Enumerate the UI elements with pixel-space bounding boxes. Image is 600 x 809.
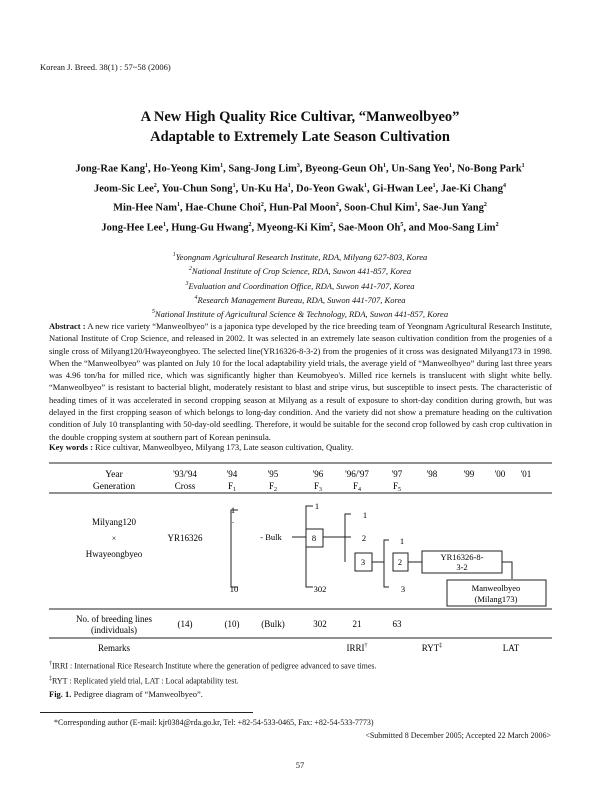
title-line-1: A New High Quality Rice Cultivar, “Manweolbyeo” bbox=[140, 109, 460, 125]
figure-caption-text: Pedigree diagram of “Manweolbyeo”. bbox=[73, 689, 203, 699]
author-line: Jong-Rae Kang$^1$, Ho-Yeong Kim$^1$, Sang-Jong Lim$^3$, Byeong-Geun Oh$^1$, Un-Sang Yeo$^1$, No-Bong Park$^1$ bbox=[75, 163, 525, 175]
footnote-text: IRRI : International Rice Research Institute where the generation of pedigree advanced to save times. bbox=[52, 661, 377, 671]
parent-1: Milyang120 bbox=[92, 517, 136, 527]
author-affiliation-mark: 1 bbox=[287, 182, 291, 189]
paper-title bbox=[0, 107, 600, 147]
affiliation-text: National Institute of Agricultural Science & Technology, RDA, Suwon 441-857, Korea bbox=[154, 309, 449, 320]
author-name: Sae-Jun Yang bbox=[422, 202, 484, 214]
affiliation bbox=[40, 306, 560, 320]
author-name: Hun-Pal Moon bbox=[269, 202, 336, 214]
author-name: Sang-Jong Lim bbox=[228, 163, 297, 175]
f1-bottom: 10 bbox=[229, 584, 239, 594]
year-8: '99 bbox=[463, 469, 475, 479]
selected-line-label-2: 3-2 bbox=[456, 562, 468, 572]
affiliation-number: 2 bbox=[188, 266, 192, 273]
author-name: Jong-Rae Kang bbox=[75, 163, 146, 175]
footnote bbox=[49, 673, 552, 688]
breeding-count-3: (Bulk) bbox=[261, 619, 285, 629]
pedigree-diagram bbox=[0, 455, 600, 655]
author-affiliation-mark: 1 bbox=[364, 182, 367, 189]
author-name: Sae-Moon Oh bbox=[338, 222, 401, 233]
breeding-count-1: (14) bbox=[177, 619, 193, 629]
author-line: Jong-Hee Lee$^1$, Hung-Gu Hwang$^2$, Myeong-Ki Kim$^2$, Sae-Moon Oh$^5$, and Moo-Sang Lim$^2$ bbox=[101, 221, 499, 233]
author-affiliation-mark: 1 bbox=[177, 202, 180, 208]
submission-dates: <Submitted 8 December 2005; Accepted 22 March 2006> bbox=[365, 731, 551, 740]
selected-line-label-1: YR16326-8- bbox=[440, 552, 484, 562]
author-affiliation-mark: 1 bbox=[432, 182, 436, 189]
breeding-lines-label-2: (individuals) bbox=[91, 625, 137, 635]
f5-top: 1 bbox=[399, 536, 405, 546]
bulk-label: - Bulk bbox=[260, 532, 282, 542]
author-name: Min-Hee Nam bbox=[113, 202, 177, 214]
affiliation-text: Yeongnam Agricultural Research Institute, RDA, Milyang 627-803, Korea bbox=[175, 251, 428, 262]
author-affiliation-mark: 2 bbox=[260, 202, 264, 208]
year-9: '00 bbox=[494, 469, 506, 479]
affiliation bbox=[40, 292, 560, 306]
author-name: Soon-Chul Kim bbox=[344, 202, 415, 214]
corresponding-author: *Corresponding author (E-mail: kjr0384@rda.go.kr, Tel: +82-54-533-0465, Fax: +82-54-533-7773) bbox=[54, 718, 374, 727]
footnote-rule bbox=[40, 712, 253, 713]
author-affiliation-mark: 1 bbox=[414, 202, 418, 208]
year-3: '95 bbox=[267, 469, 279, 479]
author-affiliation-mark: 4 bbox=[503, 182, 507, 189]
affiliation bbox=[40, 278, 560, 292]
author-name: Gi-Hwan Lee bbox=[372, 183, 433, 194]
author-affiliation-mark: 2 bbox=[329, 221, 333, 228]
affiliation-number: 5 bbox=[151, 309, 155, 316]
remark-lat: LAT bbox=[502, 643, 520, 653]
abstract-label: Abstract : bbox=[49, 321, 86, 331]
year-7: '98 bbox=[426, 469, 438, 479]
author-name: Un-Ku Ha bbox=[240, 183, 288, 194]
footnote-mark: † bbox=[49, 661, 52, 667]
year-6: '97 bbox=[391, 469, 403, 479]
cross-name: YR16326 bbox=[167, 533, 203, 543]
figure-caption-label: Fig. 1. bbox=[49, 689, 72, 699]
title-line-2: Adaptable to Extremely Late Season Cultivation bbox=[150, 129, 450, 145]
year-label: Year bbox=[105, 470, 123, 480]
footnote bbox=[49, 658, 552, 673]
author-affiliation-mark: 1 bbox=[145, 163, 149, 169]
variety-label-1: Manweolbyeo bbox=[471, 583, 521, 593]
author-affiliation-mark: 2 bbox=[153, 182, 157, 189]
author-affiliation-mark: 2 bbox=[335, 202, 339, 208]
affiliation bbox=[40, 249, 560, 263]
remark-ryt: RYT‡ bbox=[421, 643, 443, 653]
author-affiliation-mark: 2 bbox=[248, 221, 252, 228]
f4-selected: 3 bbox=[360, 557, 366, 567]
remark-irri: IRRI† bbox=[346, 643, 368, 653]
breeding-lines-label-1: No. of breeding lines bbox=[76, 614, 152, 624]
line-to-variety-line bbox=[502, 562, 512, 579]
year-1: '93/'94 bbox=[173, 469, 197, 479]
author-affiliation-mark: 1 bbox=[448, 163, 452, 169]
variety-label-2: (Milang173) bbox=[474, 594, 518, 604]
author-name: Do-Yeon Gwak bbox=[296, 183, 364, 194]
author-name: Un-Sang Yeo bbox=[391, 163, 449, 175]
f1-dot: . bbox=[231, 515, 235, 525]
figure-caption bbox=[49, 689, 203, 699]
breeding-count-5: 21 bbox=[352, 619, 362, 629]
generation-6: $F_5$ bbox=[392, 481, 402, 493]
breeding-count-2: (10) bbox=[224, 619, 240, 629]
f4-top: 1 bbox=[362, 510, 368, 520]
affiliation-number: 1 bbox=[172, 252, 176, 258]
page-number: 57 bbox=[295, 760, 305, 770]
author-name: Hae-Chune Choi bbox=[185, 202, 261, 214]
author-affiliation-mark: 2 bbox=[483, 202, 487, 208]
year-4: '96 bbox=[312, 469, 324, 479]
journal-citation: Korean J. Breed. 38(1) : 57~58 (2006) bbox=[40, 62, 171, 72]
author-name: You-Chun Song bbox=[161, 183, 233, 194]
author-affiliation-mark: 1 bbox=[383, 163, 387, 169]
author-name: and Moo-Sang Lim bbox=[408, 222, 496, 233]
f3-selected: 8 bbox=[311, 533, 317, 543]
f5-bottom: 3 bbox=[400, 584, 406, 594]
f4-mid: 2 bbox=[361, 533, 367, 543]
keywords-text: Rice cultivar, Manweolbyeo, Milyang 173, Late season cultivation, Quality. bbox=[95, 442, 354, 452]
author-name: Myeong-Ki Kim bbox=[256, 222, 330, 233]
author-list bbox=[40, 158, 560, 236]
author-affiliation-mark: 2 bbox=[495, 221, 499, 228]
keywords-label: Key words : bbox=[49, 442, 93, 452]
f5-selected: 2 bbox=[397, 557, 403, 567]
breeding-count-6: 63 bbox=[392, 619, 402, 629]
generation-4: $F_3$ bbox=[313, 481, 323, 493]
affiliation bbox=[40, 263, 560, 277]
author-name: Byeong-Geun Oh bbox=[305, 163, 384, 175]
generation-2: $F_1$ bbox=[227, 481, 237, 493]
f1-top: 1 bbox=[230, 505, 236, 515]
keywords bbox=[49, 442, 552, 452]
author-name: Jong-Hee Lee bbox=[101, 222, 163, 233]
affiliation-text: Evaluation and Coordination Office, RDA, Suwon 441-707, Korea bbox=[188, 280, 415, 291]
generation-5: $F_4$ bbox=[352, 481, 362, 493]
generation-1: Cross bbox=[174, 481, 196, 491]
author-affiliation-mark: 1 bbox=[162, 221, 166, 228]
footnote-mark: ‡ bbox=[49, 675, 52, 682]
affiliation-number: 3 bbox=[185, 280, 189, 287]
author-name: Jae-Ki Chang bbox=[440, 183, 504, 194]
affiliation-text: National Institute of Crop Science, RDA, Suwon 441-857, Korea bbox=[191, 266, 412, 277]
author-affiliation-mark: 1 bbox=[232, 182, 236, 189]
generation-label: Generation bbox=[92, 482, 136, 492]
author-affiliation-mark: 3 bbox=[296, 163, 300, 169]
figure-footnotes bbox=[49, 658, 552, 687]
remarks-label: Remarks bbox=[98, 643, 130, 653]
affiliation-number: 4 bbox=[194, 294, 198, 301]
year-10: '01 bbox=[520, 469, 532, 479]
affiliation-text: Research Management Bureau, RDA, Suwon 441-707, Korea bbox=[197, 294, 406, 305]
breeding-count-4: 302 bbox=[313, 619, 327, 629]
author-name: Jeom-Sic Lee bbox=[93, 183, 154, 194]
footnote-text: RYT : Replicated yield trial, LAT : Local adaptability test. bbox=[52, 676, 239, 686]
parent-2: Hwayeongbyeo bbox=[85, 549, 143, 559]
year-5: '96/'97 bbox=[345, 469, 369, 479]
author-name: No-Bong Park bbox=[457, 163, 522, 175]
f3-bottom: 302 bbox=[313, 584, 327, 594]
generation-3: $F_2$ bbox=[268, 481, 278, 493]
author-name: Ho-Yeong Kim bbox=[153, 163, 221, 175]
author-affiliation-mark: 1 bbox=[220, 163, 224, 169]
author-name: Hung-Gu Hwang bbox=[171, 222, 249, 233]
author-line: Min-Hee Nam$^1$, Hae-Chune Choi$^2$, Hun-Pal Moon$^2$, Soon-Chul Kim$^1$, Sae-Jun Yang$^2$ bbox=[113, 202, 487, 214]
abstract bbox=[49, 320, 552, 443]
abstract-text: A new rice variety “Manweolbyeo” is a japonica type developed by the rice breeding team of Yeongnam Agricultural Research Institute, National Institute of Crop Science, and released in 2002. It was selected in an extremely late season cultivation condition from the progenies of a single cross of Milyang120/Hwayeongbyeo. The selected line(YR16326-8-3-2) from the progenies of it cross was designated Milyang173 in 1998. When the “Manweolbyeo” was planted on July 10 for the local adaptability yield trials, the average yield of “Manweolbyeo” during last three years was 4.96 ton/ha for milled rice, which was significantly higher than Keumobyeo's. Milled rice kernels is translucent with slight white belly. “Manweolbyeo” is resistant to bacterial blight, moderately resistant to blast and stripe virus, but susceptible to insect pests. The characteristic of heading times of it was accelerated in second cropping season at Milyang as a result of exposure to short-day condition during growth, but was delayed in the first cropping season of which belongs to long-day condition. And the variety did not show a premature heading on the cultivation condition of July 10 transplanting with 50-day-old seedling. Therefore, it would be suitable for the second crop followed by cash crop cultivation in the double cropping system at southern part of Korean peninsula. bbox=[49, 321, 552, 442]
affiliation-list bbox=[40, 249, 560, 321]
cross-symbol: × bbox=[111, 534, 117, 543]
author-line: Jeom-Sic Lee$^2$, You-Chun Song$^1$, Un-Ku Ha$^1$, Do-Yeon Gwak$^1$, Gi-Hwan Lee$^1$, Jae-Ki Chang$^4$ bbox=[93, 182, 507, 194]
year-2: '94 bbox=[226, 469, 238, 479]
author-affiliation-mark: 1 bbox=[521, 163, 525, 169]
f5-bracket bbox=[384, 540, 389, 587]
author-affiliation-mark: 5 bbox=[400, 221, 404, 228]
f3-to-f4-line bbox=[323, 514, 351, 537]
f3-top: 1 bbox=[314, 501, 320, 511]
